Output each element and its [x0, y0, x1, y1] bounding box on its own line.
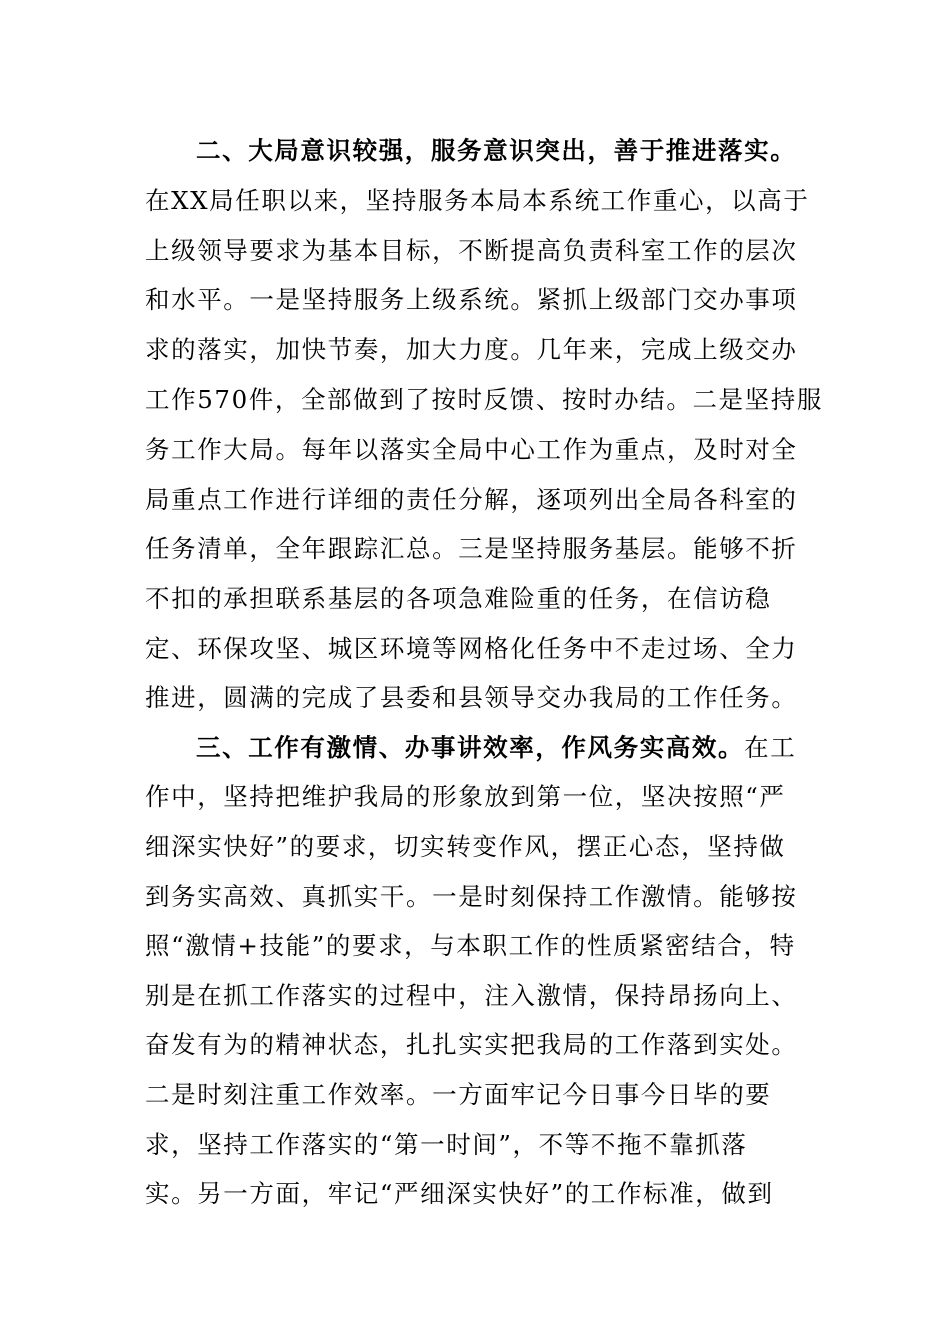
- body-line: 到务实高效、真抓实干。一是时刻保持工作激情。能够按: [145, 882, 798, 911]
- body-line: 求，坚持工作落实的“第一时间”，不等不拖不靠抓落: [145, 1130, 748, 1159]
- body-line: 工作570件，全部做到了按时反馈、按时办结。二是坚持服: [145, 385, 823, 414]
- section-heading-3-line: [196, 731, 796, 765]
- body-line: 任务清单，全年跟踪汇总。三是坚持服务基层。能够不折: [145, 534, 798, 563]
- body-line: 不扣的承担联系基层的各项急难险重的任务，在信访稳: [145, 584, 772, 613]
- body-line: 照“激情+技能”的要求，与本职工作的性质紧密结合，特: [145, 931, 796, 960]
- section-heading-3: 三、工作有激情、办事讲效率，作风务实高效。: [196, 733, 745, 762]
- body-line: 局重点工作进行详细的责任分解，逐项列出全局各科室的: [145, 485, 798, 514]
- body-line: 务工作大局。每年以落实全局中心工作为重点，及时对全: [145, 435, 798, 464]
- body-line: 二是时刻注重工作效率。一方面牢记今日事今日毕的要: [145, 1080, 772, 1109]
- section-heading-2: 二、大局意识较强，服务意识突出，善于推进落实。: [196, 136, 797, 165]
- body-line: 作中，坚持把维护我局的形象放到第一位，坚决按照“严: [145, 782, 786, 811]
- body-line: 实。另一方面，牢记“严细深实快好”的工作标准，做到: [145, 1179, 774, 1208]
- body-text: 在工: [744, 733, 797, 762]
- body-line: 在XX局任职以来，坚持服务本局本系统工作重心，以高于: [145, 186, 810, 215]
- body-line: 上级领导要求为基本目标，不断提高负责科室工作的层次: [145, 236, 798, 265]
- body-line: 和水平。一是坚持服务上级系统。紧抓上级部门交办事项: [145, 285, 798, 314]
- body-line: 定、环保攻坚、城区环境等网格化任务中不走过场、全力: [145, 634, 798, 663]
- body-line: 推进，圆满的完成了县委和县领导交办我局的工作任务。: [145, 683, 798, 712]
- body-line: 别是在抓工作落实的过程中，注入激情，保持昂扬向上、: [145, 981, 798, 1010]
- section-heading-2-line: [196, 134, 796, 168]
- body-line: 细深实快好”的要求，切实转变作风，摆正心态，坚持做: [145, 832, 786, 861]
- body-line: 奋发有为的精神状态，扎扎实实把我局的工作落到实处。: [145, 1030, 798, 1059]
- body-line: 求的落实，加快节奏，加大力度。几年来，完成上级交办: [145, 335, 798, 364]
